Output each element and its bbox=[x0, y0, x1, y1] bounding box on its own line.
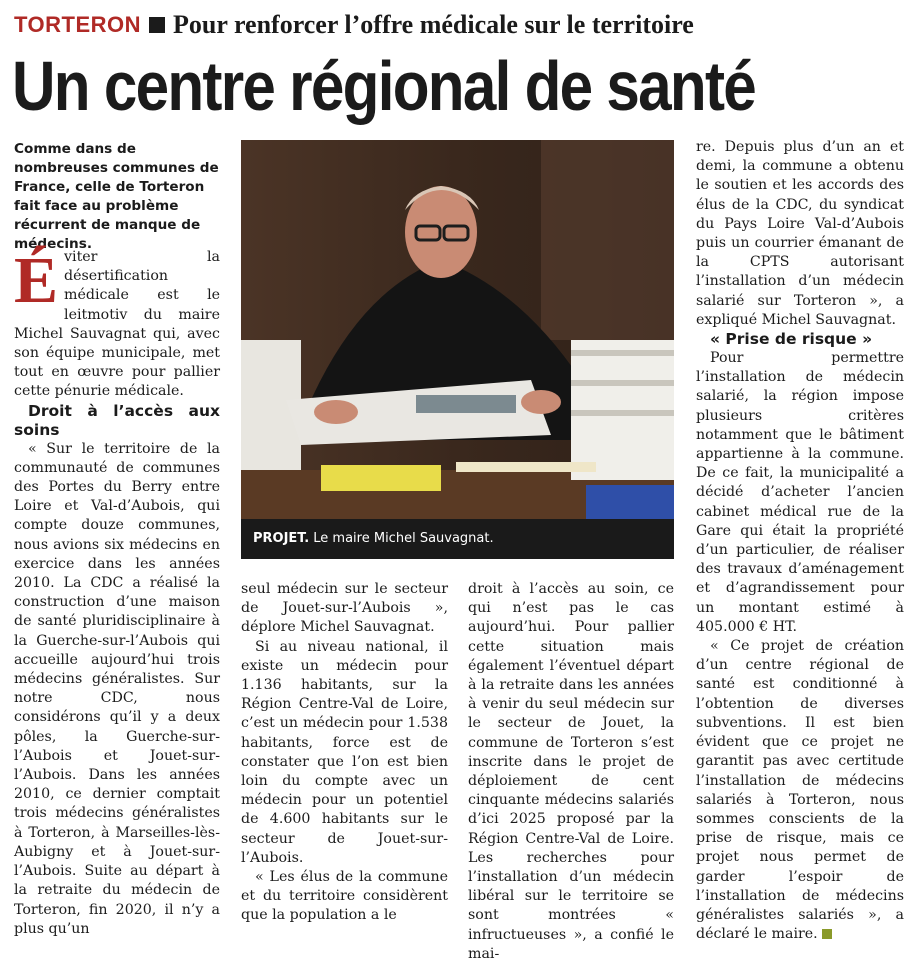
paragraph: Si au niveau national, il existe un médecin pour 1.136 habitants, sur la Région Centre-Val de Loire, c’est un médecin pour 1.538 habitants, force est de constater que l’on est bien loin du compte avec un médecin pour un potentiel de 4.600 habitants sur le secteur de Jouet-sur-l’Aubois. bbox=[241, 638, 448, 866]
paragraph: « Les élus de la commune et du territoire considèrent que la population a le bbox=[241, 869, 448, 924]
final-text: « Ce projet de création d’un centre régional de santé est conditionné à l’obtention de diverses subventions. Il est bien évident que ce projet ne garantit pas avec certitude l’installation de médecins salariés à Torteron, nous sommes conscients de la prise de risque, mais ce projet nous permet de garder l’espoir de l’installation de médecins généralistes salariés », a déclaré le maire. bbox=[696, 638, 904, 943]
paragraph: Pour permettre l’installation de médecin salarié, la région impose plusieurs critères notamment que le bâtiment appartienne à la commune. De ce fait, la municipalité a décidé d’acheter l’ancien cabinet médical rue de la Gare qui était la propriété d’un particulier, de réaliser des travaux d’aménagement et d’agrandissement pour un montant estimé à 405.000 € HT. bbox=[696, 350, 904, 635]
column-1 bbox=[14, 244, 220, 939]
paragraph: droit à l’accès au soin, ce qui n’est pas le cas aujourd’hui. Pour pallier cette situation mais également l’éventuel départ à la retraite dans les années à venir du seul médecin sur le secteur de Jouet, la commune de Torteron s’est inscrite dans le projet de déploiement de cent cinquante médecins salariés d’ici 2025 proposé par la Région Centre-Val de Loire. Les recherches pour l’installation d’un médecin libéral sur le territoire se sont montrées « infructueuses », a confié le mai- bbox=[468, 581, 674, 962]
column-3 bbox=[468, 580, 674, 964]
paragraph: seul médecin sur le secteur de Jouet-sur-l’Aubois », déplore Michel Sauvagnat. bbox=[241, 581, 448, 636]
paragraph: « Sur le territoire de la communauté de communes des Portes du Berry entre Loire et Val-d’Aubois, qui compte douze communes, nous avions six médecins en exercice dans les années 2010. La CDC a réalisé la construction d’une maison de santé pluridisciplinaire à la Guerche-sur-l’Aubois qui accueille aujourd’hui trois médecins généralistes. Sur notre CDC, nous considérons qu’il y a deux pôles, la Guerche-sur-l’Aubois et Jouet-sur-l’Aubois. Dans les années 2010, ce dernier comptait trois médecins généralistes à Torteron, à Marseilles-lès-Aubigny et à Jouet-sur-l’Aubois. Suite au départ à la retraite du médecin de Torteron, fin 2020, il n’y a plus qu’un bbox=[14, 440, 220, 937]
subheading: « Prise de risque » bbox=[710, 330, 873, 349]
mayor-photo-image bbox=[241, 140, 674, 559]
column-2 bbox=[241, 580, 448, 926]
end-mark-icon bbox=[822, 929, 832, 939]
article-lead: Comme dans de nombreuses communes de France, celle de Torteron fait face au problème récurrent de manque de médecins. bbox=[14, 141, 219, 252]
paragraph bbox=[14, 244, 220, 402]
drop-cap: É bbox=[14, 244, 59, 317]
photo-caption bbox=[241, 519, 674, 559]
paragraph bbox=[696, 637, 904, 944]
kicker-subtitle: Pour renforcer l’offre médicale sur le territoire bbox=[173, 10, 694, 39]
paragraph: re. Depuis plus d’un an et demi, la commune a obtenu le soutien et les accords des élus de la CDC, du syndicat du Pays Loire Val-d’Aubois puis un courrier émanant de la CPTS autorisant l’installation d’un médecin salarié sur Torteron », a expliqué Michel Sauvagnat. bbox=[696, 139, 904, 328]
square-bullet-icon bbox=[149, 17, 165, 33]
caption-text: Le maire Michel Sauvagnat. bbox=[313, 531, 494, 546]
photo bbox=[241, 140, 674, 559]
caption-label: PROJET. bbox=[253, 531, 310, 546]
kicker bbox=[14, 8, 694, 42]
kicker-location: TORTERON bbox=[14, 12, 142, 37]
lead-text: viter la désertification médicale est le leitmotiv du maire Michel Sauvagnat qui, avec son équipe municipale, met tout en œuvre pour pallier cette pénurie médicale. bbox=[14, 249, 220, 400]
column-4 bbox=[696, 138, 904, 944]
subheading: Droit à l’accès aux soins bbox=[14, 401, 220, 439]
headline: Un centre régional de santé bbox=[12, 47, 756, 125]
